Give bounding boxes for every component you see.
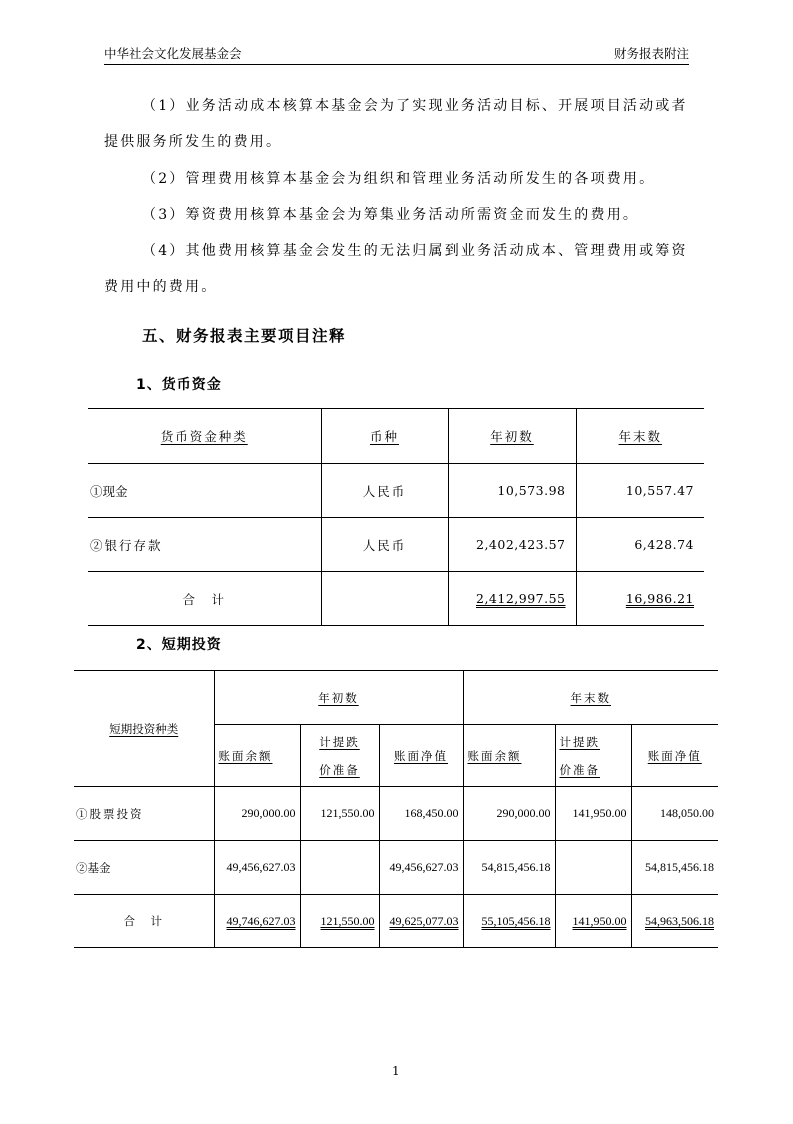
paragraph-4: （4）其他费用核算基金会发生的无法归属到业务活动成本、管理费用或筹资费用中的费用。 bbox=[104, 243, 688, 295]
cash-header-begin: 年初数 bbox=[490, 429, 534, 444]
invest-header-book-begin: 账面余额 bbox=[218, 748, 273, 763]
invest-table bbox=[74, 670, 718, 948]
invest-row-name: ①股票投资 bbox=[76, 806, 144, 821]
invest-header-prov-end-1: 计提跌 bbox=[559, 734, 600, 749]
paragraph-3: （3）筹资费用核算本基金会为筹集业务活动所需资金而发生的费用。 bbox=[142, 207, 640, 223]
section-title: 五、财务报表主要项目注释 bbox=[142, 327, 347, 345]
paragraph-1: （1）业务活动成本核算本基金会为了实现业务活动目标、开展项目活动或者提供服务所发生的费用。 bbox=[104, 98, 688, 150]
invest-row-b-book: 49,456,627.03 bbox=[226, 860, 296, 874]
cash-row-end: 6,428.74 bbox=[634, 537, 694, 552]
invest-header-prov-begin-1: 计提跌 bbox=[319, 734, 360, 749]
cash-header-currency: 币种 bbox=[369, 429, 399, 444]
invest-row-e-book: 290,000.00 bbox=[496, 806, 551, 820]
invest-row-e-net: 54,815,456.18 bbox=[645, 860, 715, 874]
invest-row-b-prov: 121,550.00 bbox=[320, 806, 375, 820]
cash-row-end: 10,557.47 bbox=[625, 483, 694, 498]
invest-row-e-prov: 141,950.00 bbox=[572, 806, 627, 820]
cash-row-begin: 2,402,423.57 bbox=[476, 537, 566, 552]
invest-row-name: ②基金 bbox=[76, 860, 111, 875]
header-rule bbox=[104, 64, 689, 65]
cash-total-row bbox=[88, 572, 704, 626]
invest-header-prov-begin-2: 价准备 bbox=[319, 762, 360, 777]
invest-header-type: 短期投资种类 bbox=[109, 721, 179, 736]
invest-header-net-begin: 账面净值 bbox=[394, 748, 448, 763]
invest-total-e-net: 54,963,506.18 bbox=[645, 913, 715, 928]
table-row bbox=[74, 841, 718, 895]
header-org: 中华社会文化发展基金会 bbox=[104, 46, 242, 61]
invest-row-b-net: 168,450.00 bbox=[404, 806, 459, 820]
cash-header-end: 年末数 bbox=[618, 429, 662, 444]
invest-total-b-net: 49,625,077.03 bbox=[389, 913, 459, 928]
cash-header-type: 货币资金种类 bbox=[160, 429, 248, 444]
invest-row-e-book: 54,815,456.18 bbox=[481, 860, 551, 874]
invest-header-begin-group: 年初数 bbox=[318, 690, 359, 705]
invest-total-e-prov: 141,950.00 bbox=[572, 913, 627, 928]
cash-row-begin: 10,573.98 bbox=[497, 483, 566, 498]
invest-header-book-end: 账面余额 bbox=[467, 748, 522, 763]
table-row bbox=[88, 464, 704, 518]
invest-total-e-book: 55,105,456.18 bbox=[481, 913, 551, 928]
invest-total-b-prov: 121,550.00 bbox=[320, 913, 375, 928]
cash-row-currency: 人民币 bbox=[362, 537, 407, 553]
invest-total-label: 合 计 bbox=[123, 914, 164, 928]
invest-header-prov-end-2: 价准备 bbox=[559, 762, 600, 777]
table-row bbox=[74, 787, 718, 841]
page-number: 1 bbox=[392, 1064, 400, 1078]
cash-row-name: ②银行存款 bbox=[90, 537, 163, 553]
header-doc-title: 财务报表附注 bbox=[613, 46, 689, 61]
invest-header-row-1 bbox=[74, 671, 718, 725]
paragraph-2: （2）管理费用核算本基金会为组织和管理业务活动所发生的各项费用。 bbox=[142, 171, 656, 187]
cash-table bbox=[88, 408, 704, 626]
cash-total-end: 16,986.21 bbox=[625, 591, 694, 606]
invest-row-b-book: 290,000.00 bbox=[241, 806, 296, 820]
invest-row-b-net: 49,456,627.03 bbox=[389, 860, 459, 874]
invest-row-e-net: 148,050.00 bbox=[660, 806, 715, 820]
cash-row-name: ①现金 bbox=[90, 483, 128, 499]
invest-total-row bbox=[74, 895, 718, 948]
cash-title: 1、货币资金 bbox=[136, 377, 222, 393]
cash-header-row bbox=[88, 409, 704, 464]
table-row bbox=[88, 518, 704, 572]
invest-header-net-end: 账面净值 bbox=[647, 748, 702, 763]
cash-total-begin: 2,412,997.55 bbox=[476, 591, 566, 606]
cash-row-currency: 人民币 bbox=[362, 483, 407, 499]
invest-header-end-group: 年末数 bbox=[570, 690, 611, 705]
cash-total-label: 合 计 bbox=[182, 591, 226, 607]
invest-title: 2、短期投资 bbox=[136, 637, 222, 653]
invest-total-b-book: 49,746,627.03 bbox=[226, 913, 296, 928]
